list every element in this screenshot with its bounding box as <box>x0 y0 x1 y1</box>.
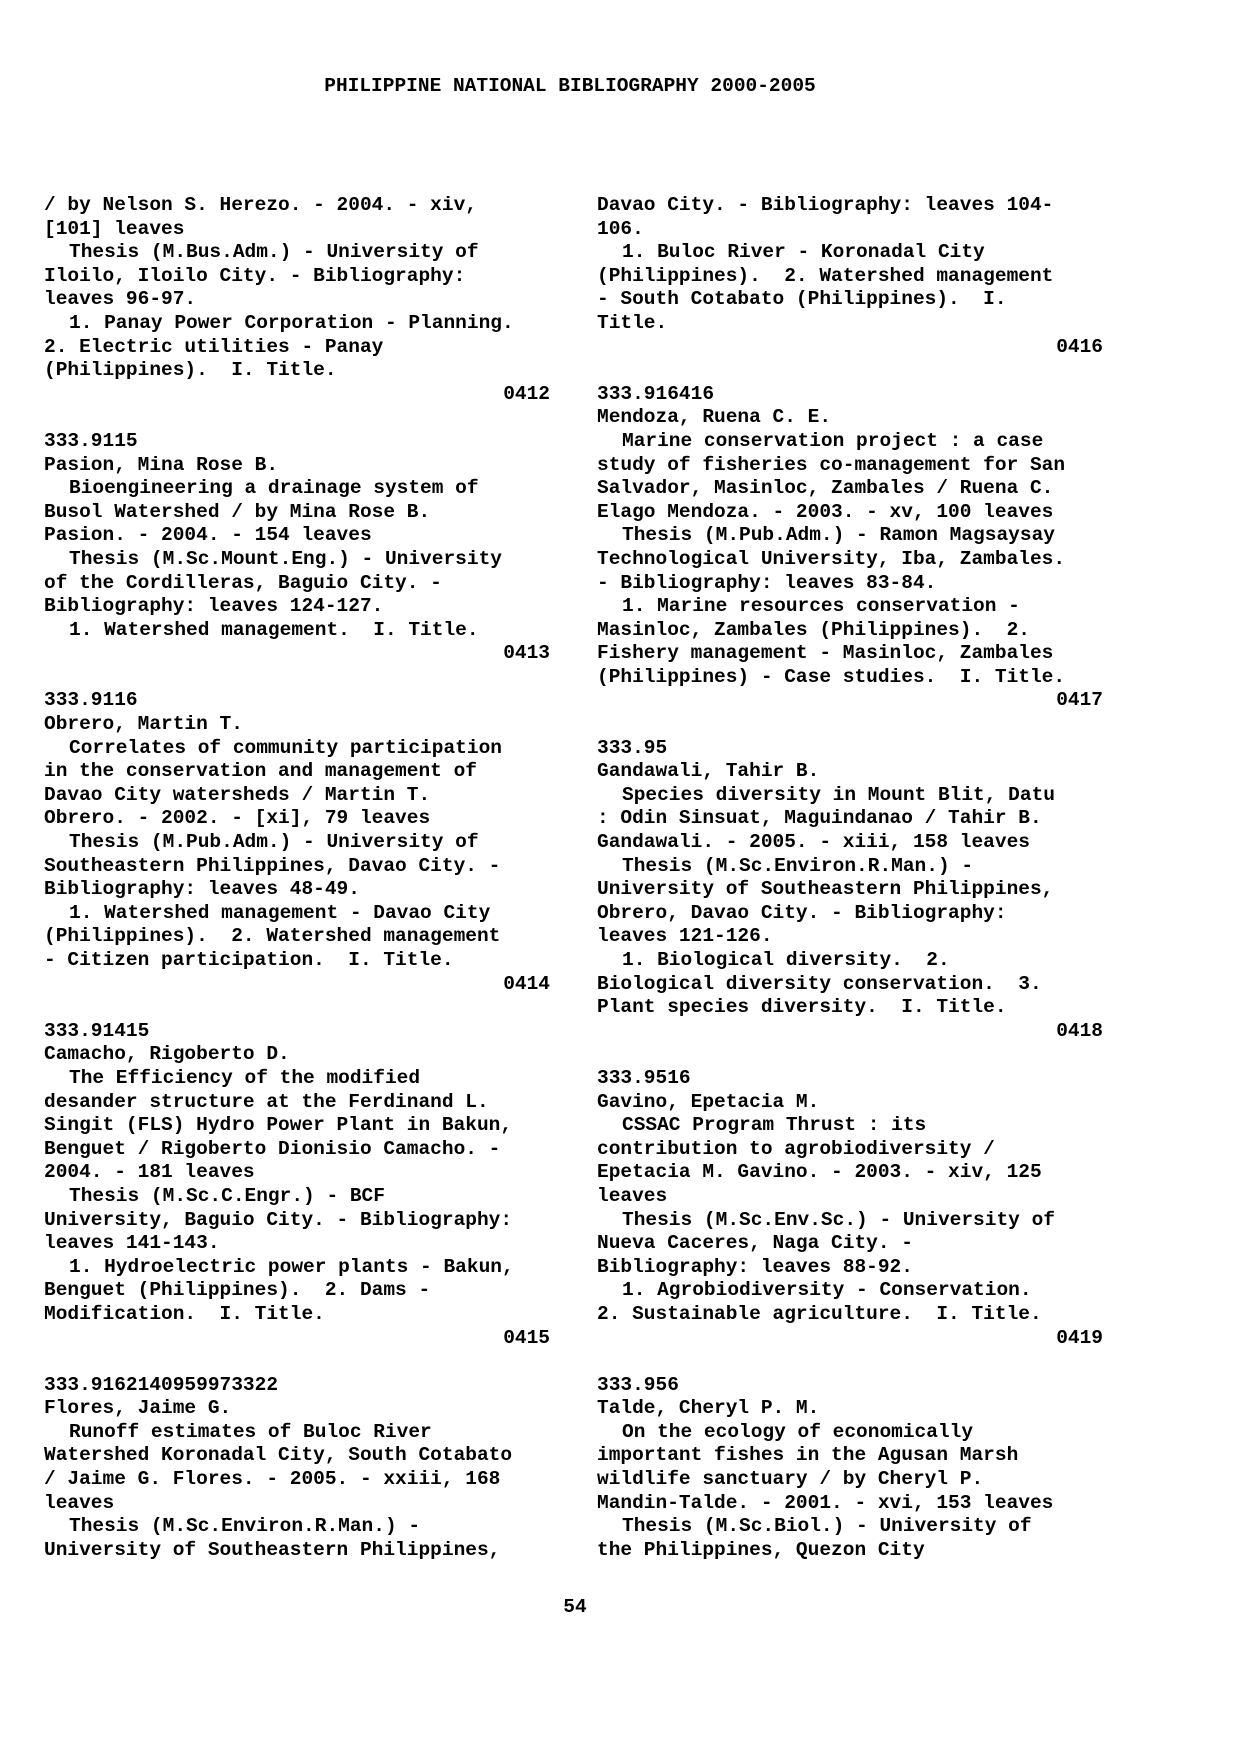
entry-line: contribution to agrobiodiversity / <box>597 1137 995 1160</box>
entry-line: Southeastern Philippines, Davao City. - <box>44 854 501 877</box>
entry-line: Nueva Caceres, Naga City. - <box>597 1232 913 1255</box>
entry-line: University of Southeastern Philippines, <box>44 1538 501 1561</box>
entry-line: desander structure at the Ferdinand L. <box>44 1090 489 1113</box>
entry-line: 333.916416 <box>597 382 715 405</box>
entry-line: Fishery management - Masinloc, Zambales <box>597 642 1054 665</box>
entry-line: Thesis (M.Bus.Adm.) - University of <box>69 241 479 264</box>
entry-line: wildlife sanctuary / by Cheryl P. <box>597 1468 984 1491</box>
entry-line: 2004. - 181 leaves <box>44 1161 255 1184</box>
entry-line: (Philippines). I. Title. <box>44 359 337 382</box>
bibliography-entry <box>597 1374 1103 1563</box>
entry-line: Thesis (M.Pub.Adm.) - University of <box>69 831 479 854</box>
entry-line: [101] leaves <box>44 217 185 240</box>
entry-line: Davao City. - Bibliography: leaves 104- <box>597 194 1054 216</box>
entry-line: study of fisheries co-management for San <box>597 453 1066 476</box>
entry-line: Thesis (M.Sc.Env.Sc.) - University of <box>622 1208 1055 1231</box>
entry-line: Camacho, Rigoberto D. <box>44 1043 290 1066</box>
entry-line: 1. Buloc River - Koronadal City <box>622 241 985 264</box>
entry-line: University of Southeastern Philippines, <box>597 878 1054 901</box>
entry-line: 333.9116 <box>44 689 138 712</box>
entry-line: 1. Marine resources conservation - <box>622 595 1020 618</box>
entry-line: Busol Watershed / by Mina Rose B. <box>44 500 431 523</box>
entry-line: Thesis (M.Pub.Adm.) - Ramon Magsaysay <box>622 524 1055 547</box>
entry-line: Gandawali, Tahir B. <box>597 760 820 783</box>
entry-line: 1. Panay Power Corporation - Planning. <box>69 311 514 334</box>
bibliography-entry <box>597 383 1103 713</box>
entry-line: Plant species diversity. I. Title. <box>597 996 1007 1019</box>
entry-line: Thesis (M.Sc.Environ.R.Man.) - <box>69 1515 421 1538</box>
entry-line: Watershed Koronadal City, South Cotabato <box>44 1444 513 1467</box>
entry-line: Bibliography: leaves 124-127. <box>44 595 384 618</box>
entry-line: Singit (FLS) Hydro Power Plant in Bakun, <box>44 1114 513 1137</box>
entry-line: Pasion. - 2004. - 154 leaves <box>44 524 372 547</box>
entry-line: Gavino, Epetacia M. <box>597 1090 820 1113</box>
entry-line: in the conservation and management of <box>44 760 477 783</box>
entry-line: Technological University, Iba, Zambales. <box>597 547 1066 570</box>
entry-line: On the ecology of economically <box>622 1420 974 1443</box>
entry-line: (Philippines). 2. Watershed management <box>44 925 501 948</box>
entry-line: leaves <box>44 1491 115 1514</box>
entry-line: Obrero, Davao City. - Bibliography: <box>597 901 1007 924</box>
entry-line: 333.95 <box>597 736 668 759</box>
entry-line: Epetacia M. Gavino. - 2003. - xiv, 125 <box>597 1161 1042 1184</box>
entry-number: 0413 <box>503 642 550 665</box>
entry-line: Marine conservation project : a case <box>622 429 1044 452</box>
entry-number: 0416 <box>1056 335 1103 358</box>
bibliography-entry <box>44 1020 550 1350</box>
entry-line: Biological diversity conservation. 3. <box>597 972 1042 995</box>
entry-line: Thesis (M.Sc.Mount.Eng.) - University <box>69 547 502 570</box>
entry-number: 0412 <box>503 382 550 405</box>
entry-line: The Efficiency of the modified <box>69 1066 421 1089</box>
entry-line: Runoff estimates of Buloc River <box>69 1420 432 1443</box>
entry-line: Correlates of community participation <box>69 736 502 759</box>
entry-line: : Odin Sinsuat, Maguindanao / Tahir B. <box>597 807 1042 830</box>
entry-line: Elago Mendoza. - 2003. - xv, 100 leaves <box>597 500 1054 523</box>
entry-line: 1. Agrobiodiversity - Conservation. <box>622 1279 1032 1302</box>
bibliography-entry <box>597 1067 1103 1350</box>
left-column <box>44 194 550 1586</box>
entry-line: important fishes in the Agusan Marsh <box>597 1444 1019 1467</box>
page-number: 54 <box>563 1596 587 1618</box>
entry-number: 0415 <box>503 1326 550 1349</box>
entry-line: 333.9115 <box>44 429 138 452</box>
entry-line: (Philippines) - Case studies. I. Title. <box>597 665 1066 688</box>
page-header: PHILIPPINE NATIONAL BIBLIOGRAPHY 2000-2005 <box>324 75 816 97</box>
entry-line: / Jaime G. Flores. - 2005. - xxiii, 168 <box>44 1468 501 1491</box>
entry-line: Talde, Cheryl P. M. <box>597 1397 820 1420</box>
entry-line: Species diversity in Mount Blit, Datu <box>622 783 1055 806</box>
entry-number: 0417 <box>1056 689 1103 712</box>
entry-line: leaves 121-126. <box>597 925 773 948</box>
entry-line: Flores, Jaime G. <box>44 1397 232 1420</box>
entry-line: 2. Sustainable agriculture. I. Title. <box>597 1302 1042 1325</box>
entry-line: Mendoza, Ruena C. E. <box>597 406 832 429</box>
entry-line: - South Cotabato (Philippines). I. <box>597 288 1007 311</box>
entry-line: leaves 141-143. <box>44 1232 220 1255</box>
entry-line: 1. Biological diversity. 2. <box>622 949 950 971</box>
right-column <box>597 194 1103 1586</box>
entry-line: 333.9162140959973322 <box>44 1373 279 1396</box>
entry-number: 0419 <box>1056 1326 1103 1349</box>
entry-line: Benguet (Philippines). 2. Dams - <box>44 1279 431 1302</box>
entry-line: Pasion, Mina Rose B. <box>44 453 279 476</box>
bibliography-entry <box>597 737 1103 1044</box>
bibliography-entry <box>44 1374 550 1563</box>
entry-line: leaves 96-97. <box>44 288 197 311</box>
entry-line: 333.956 <box>597 1373 679 1396</box>
entry-line: University, Baguio City. - Bibliography: <box>44 1208 513 1231</box>
entry-line: 333.91415 <box>44 1019 150 1042</box>
entry-line: 1. Hydroelectric power plants - Bakun, <box>69 1255 514 1278</box>
entry-line: Bioengineering a drainage system of <box>69 477 479 500</box>
entry-line: - Citizen participation. I. Title. <box>44 949 454 971</box>
entry-number: 0418 <box>1056 1019 1103 1042</box>
entry-line: Salvador, Masinloc, Zambales / Ruena C. <box>597 477 1054 500</box>
entry-line: Mandin-Talde. - 2001. - xvi, 153 leaves <box>597 1491 1054 1514</box>
entry-line: Thesis (M.Sc.Environ.R.Man.) - <box>622 854 974 877</box>
entry-line: Benguet / Rigoberto Dionisio Camacho. - <box>44 1137 501 1160</box>
entry-line: Obrero. - 2002. - [xi], 79 leaves <box>44 807 431 830</box>
entry-line: Title. <box>597 311 668 334</box>
entry-line: (Philippines). 2. Watershed management <box>597 264 1054 287</box>
entry-line: Thesis (M.Sc.C.Engr.) - BCF <box>69 1184 385 1207</box>
bibliography-entry <box>597 194 1103 359</box>
entry-line: 2. Electric utilities - Panay <box>44 335 384 358</box>
bibliography-entry <box>44 689 550 996</box>
entry-line: / by Nelson S. Herezo. - 2004. - xiv, <box>44 194 477 216</box>
entry-line: Bibliography: leaves 48-49. <box>44 878 360 901</box>
entry-line: leaves <box>597 1184 668 1207</box>
bibliography-entry <box>44 194 550 406</box>
entry-line: Gandawali. - 2005. - xiii, 158 leaves <box>597 831 1030 854</box>
entry-line: 333.9516 <box>597 1066 691 1089</box>
entry-line: of the Cordilleras, Baguio City. - <box>44 571 442 594</box>
entry-line: Modification. I. Title. <box>44 1302 325 1325</box>
entry-line: 1. Watershed management - Davao City <box>69 901 491 924</box>
entry-line: CSSAC Program Thrust : its <box>622 1114 927 1137</box>
entry-line: Masinloc, Zambales (Philippines). 2. <box>597 618 1030 641</box>
entry-line: - Bibliography: leaves 83-84. <box>597 571 937 594</box>
entry-line: Obrero, Martin T. <box>44 713 243 736</box>
entry-line: 1. Watershed management. I. Title. <box>69 618 479 641</box>
entry-line: Thesis (M.Sc.Biol.) - University of <box>622 1515 1032 1538</box>
entry-line: 106. <box>597 217 644 240</box>
entry-line: the Philippines, Quezon City <box>597 1538 925 1561</box>
bibliography-entry <box>44 430 550 666</box>
entry-line: Bibliography: leaves 88-92. <box>597 1255 913 1278</box>
entry-line: Davao City watersheds / Martin T. <box>44 783 431 806</box>
entry-line: Iloilo, Iloilo City. - Bibliography: <box>44 264 466 287</box>
entry-number: 0414 <box>503 972 550 995</box>
